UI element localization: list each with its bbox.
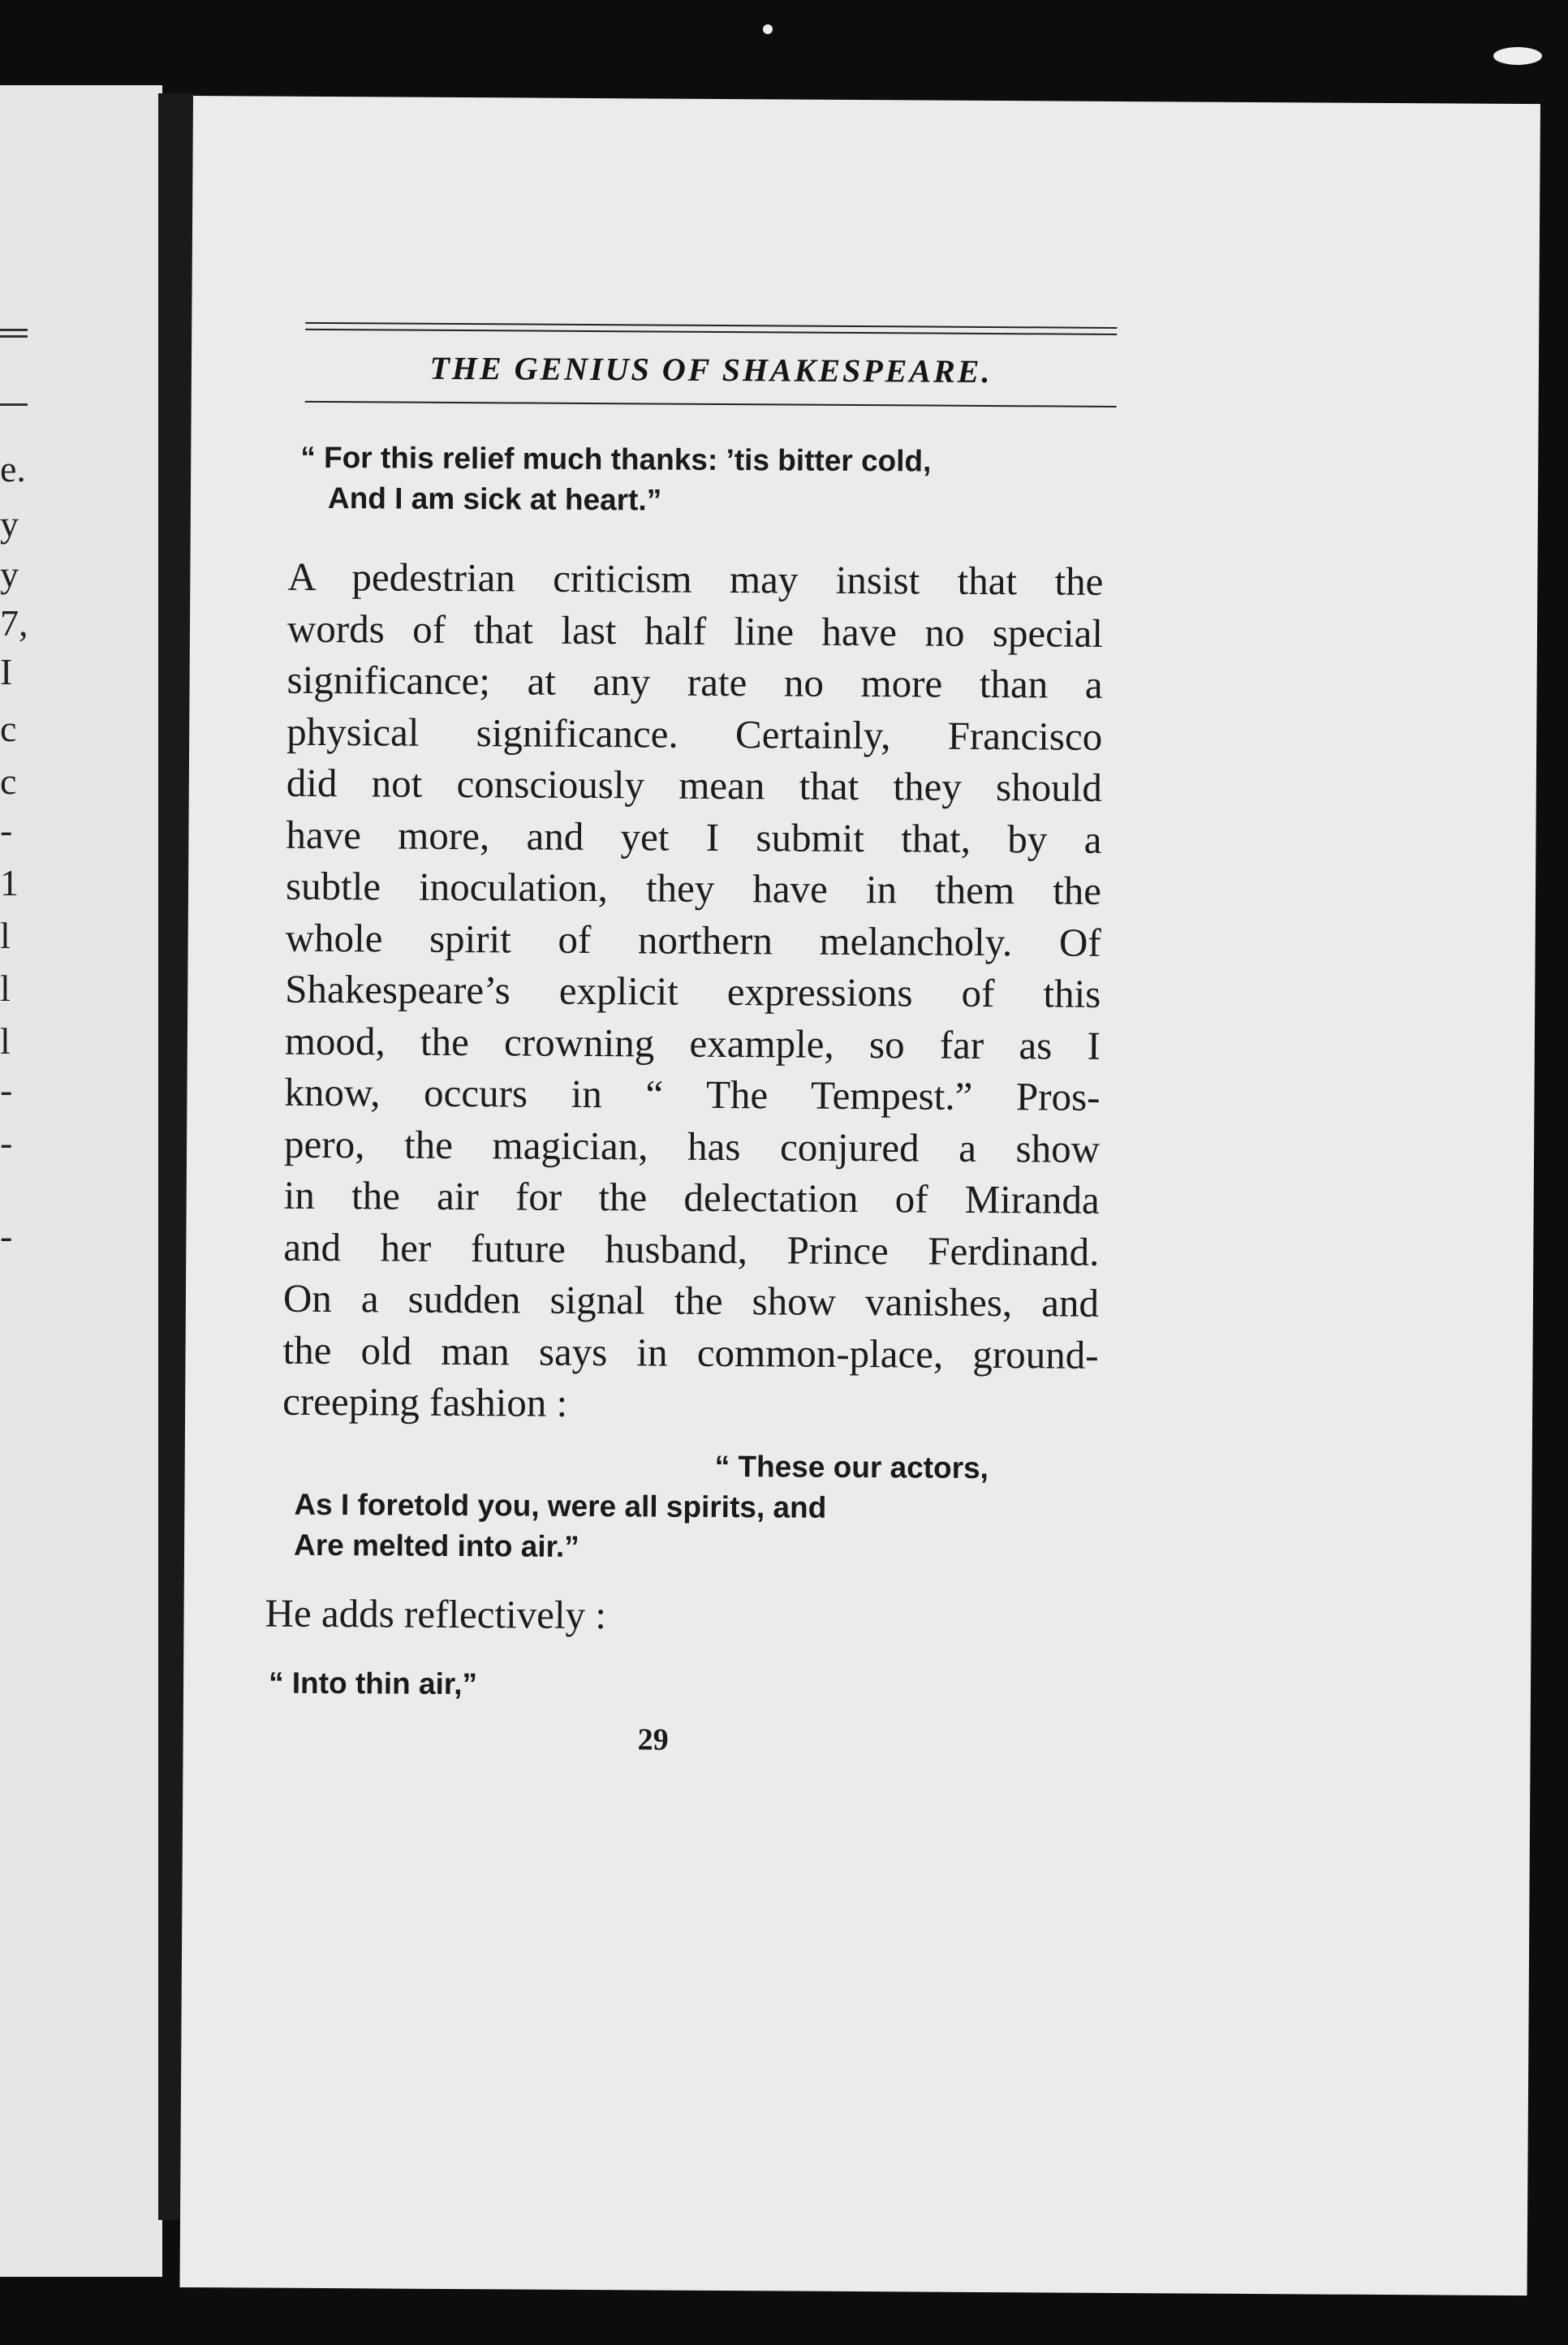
final-quote: “ Into thin air,” [268, 1666, 478, 1701]
left-page-edge [0, 85, 162, 2277]
left-page-fragment: y [0, 554, 19, 595]
paragraph-line: pero, the magician, has conjured a show [283, 1121, 1101, 1171]
page-number: 29 [637, 1722, 669, 1757]
left-page-fragment: - [0, 1069, 13, 1110]
paragraph-line: whole spirit of northern melancholy. Of [285, 915, 1101, 965]
header-rule [305, 329, 1117, 335]
paragraph-line: have more, and yet I submit that, by a [286, 812, 1102, 862]
paragraph-line: know, occurs in “ The Tempest.” Pros- [284, 1069, 1101, 1119]
left-page-fragment: - [0, 1215, 13, 1257]
paragraph-line: On a sudden signal the show vanishes, and [282, 1275, 1100, 1326]
epigraph-line: “ For this relief much thanks: ’tis bitter cold, [300, 440, 932, 478]
left-page-fragment: - [0, 809, 13, 851]
left-page-fragment: l [0, 915, 11, 956]
left-page-fragment: e. [0, 448, 26, 489]
book-page [180, 96, 1540, 2295]
paragraph-line: physical significance. Certainly, Francisco [286, 709, 1103, 759]
page-header [305, 322, 1118, 412]
transition-line: He adds reflectively : [265, 1590, 607, 1638]
block-quote-line: As I foretold you, were all spirits, and [294, 1487, 827, 1524]
paragraph-line: the old man says in common-place, ground- [282, 1327, 1099, 1377]
left-page-fragment: - [0, 1122, 13, 1163]
epigraph [300, 438, 1129, 524]
scan-speck [763, 24, 773, 34]
paragraph-line: significance; at any rate no more than a [286, 657, 1103, 707]
left-page-rule [0, 403, 28, 406]
block-quote-line: “ These our actors, [714, 1449, 989, 1485]
left-page-fragment: c [0, 761, 17, 802]
left-page-fragment: 7, [0, 602, 28, 644]
scan-speck [1493, 47, 1542, 65]
block-quote-line: Are melted into air.” [293, 1528, 579, 1563]
paragraph-line: creeping fashion : [282, 1378, 568, 1425]
running-head: THE GENIUS OF SHAKESPEARE. [429, 349, 993, 390]
epigraph-line: And I am sick at heart.” [327, 481, 662, 517]
main-paragraph [282, 551, 1104, 1433]
paragraph-line: did not consciously mean that they should [286, 760, 1102, 810]
header-rule [305, 322, 1117, 329]
paragraph-line: and her future husband, Prince Ferdinand. [283, 1224, 1100, 1274]
paragraph-line: Shakespeare’s explicit expressions of this [285, 966, 1101, 1016]
left-page-rule [0, 335, 28, 338]
paragraph-line: A pedestrian criticism may insist that the [287, 554, 1104, 604]
paragraph-line: mood, the crowning example, so far as I [284, 1018, 1101, 1068]
left-page-rule [0, 329, 28, 331]
left-page-fragment: c [0, 708, 17, 749]
left-page-fragment: y [0, 503, 19, 545]
left-page-fragment: I [0, 651, 13, 692]
paragraph-line: subtle inoculation, they have in them the [285, 863, 1102, 913]
left-page-fragment: 1 [0, 862, 19, 903]
paragraph-line: in the air for the delectation of Miranda [283, 1172, 1100, 1222]
block-quote [294, 1444, 1122, 1571]
paragraph-line: words of that last half line have no special [286, 606, 1104, 656]
left-page-fragment: l [0, 968, 11, 1009]
header-rule [305, 401, 1117, 407]
left-page-fragment: l [0, 1020, 11, 1062]
